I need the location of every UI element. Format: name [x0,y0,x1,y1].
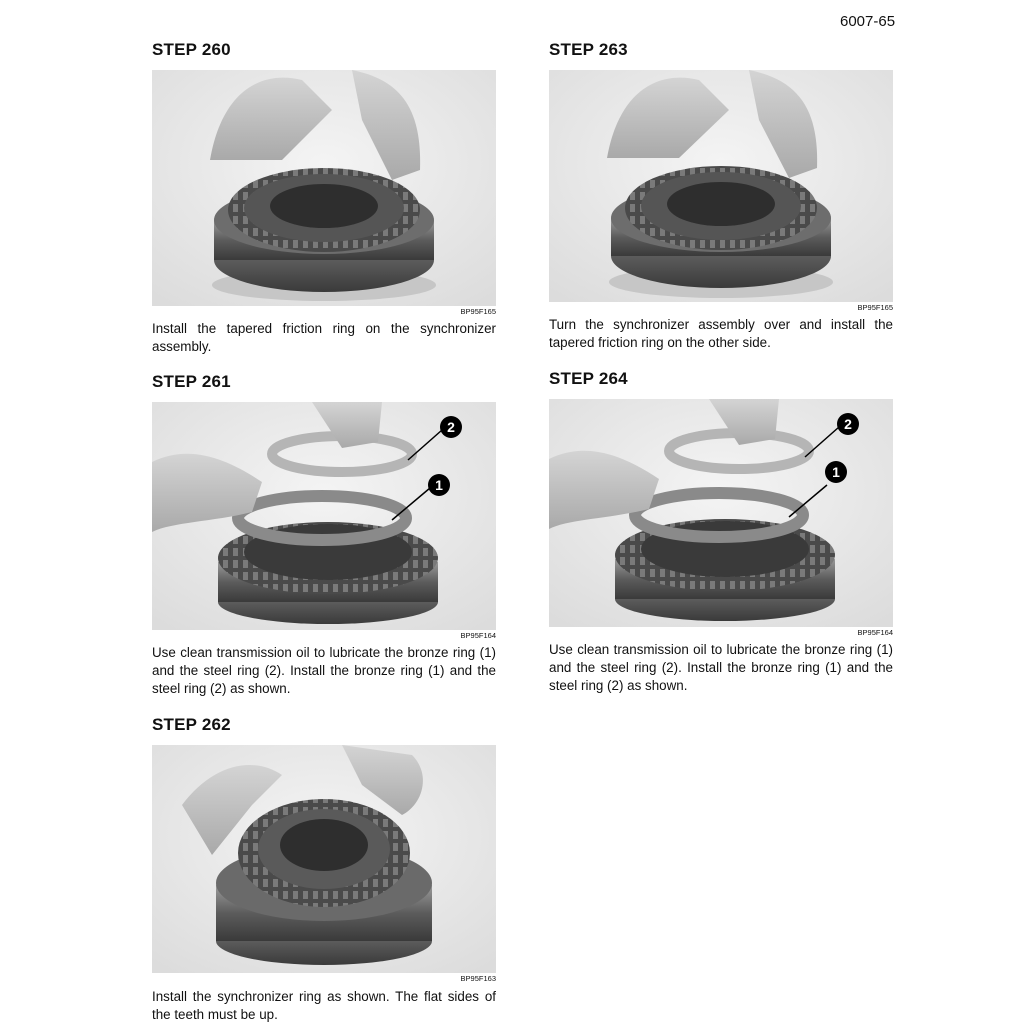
step-261-photo [152,402,496,630]
step-262-photo [152,745,496,973]
step-263-photo [549,70,893,302]
step-260-photo [152,70,496,306]
step-264-title: STEP 264 [549,369,628,388]
step-260-title: STEP 260 [152,40,231,59]
step-263-figure-code: BP95F165 [857,303,893,312]
step-264-photo [549,399,893,627]
step-263-title: STEP 263 [549,40,628,59]
synchronizer-ring-image [549,70,893,302]
callout-1: 1 [825,461,847,483]
page-number: 6007-65 [840,13,896,30]
step-262-title: STEP 262 [152,715,231,734]
step-262-caption: Install the synchronizer ring as shown. The flat sides of the teeth must be up. [152,989,496,1022]
step-264-figure-code: BP95F164 [857,628,893,637]
step-262-figure-code: BP95F163 [460,974,496,983]
step-264-caption: Use clean transmission oil to lubricate the bronze ring (1) and the steel ring (2). Install the bronze ring (1) and the steel ring (2) as shown. [549,642,893,693]
step-260-caption: Install the tapered friction ring on the synchronizer assembly. [152,321,496,354]
callout-1: 1 [428,474,450,496]
synchronizer-ring-image [152,70,496,306]
callout-2: 2 [837,413,859,435]
step-261-caption: Use clean transmission oil to lubricate the bronze ring (1) and the steel ring (2). Install the bronze ring (1) and the steel ring (2) as shown. [152,645,496,696]
callout-2: 2 [440,416,462,438]
step-261-figure-code: BP95F164 [460,631,496,640]
step-260-figure-code: BP95F165 [460,307,496,316]
synchronizer-gear-image [152,745,496,973]
step-261-title: STEP 261 [152,372,231,391]
step-263-caption: Turn the synchronizer assembly over and install the tapered friction ring on the other side. [549,317,893,350]
